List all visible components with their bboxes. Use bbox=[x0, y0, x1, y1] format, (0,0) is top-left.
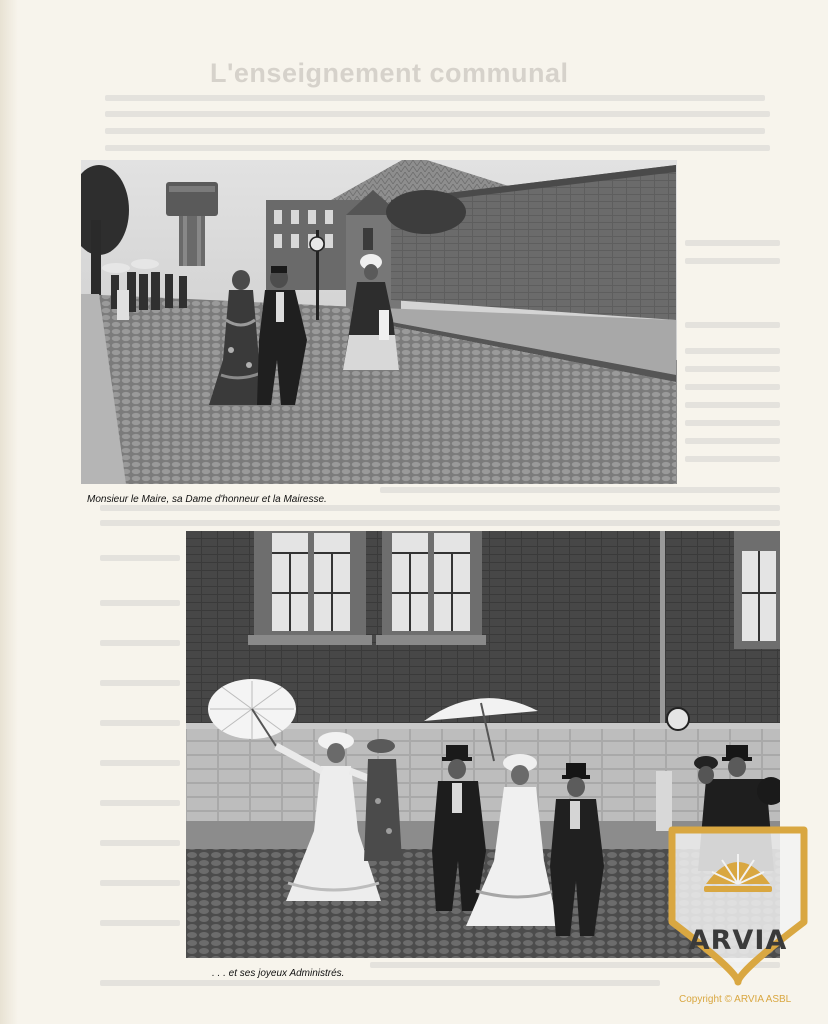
bleed-through-text-line bbox=[100, 505, 780, 511]
arvia-watermark-logo bbox=[660, 822, 816, 988]
watermark-logo-text: ARVIA bbox=[688, 925, 788, 956]
photo-caption-1: Monsieur le Maire, sa Dame d'honneur et la Mairesse. bbox=[87, 494, 327, 505]
bleed-through-text-line bbox=[685, 240, 780, 246]
bleed-through-text-line bbox=[105, 111, 770, 117]
copyright-notice: Copyright © ARVIA ASBL bbox=[679, 994, 792, 1005]
bleed-through-text-line bbox=[105, 145, 770, 151]
bleed-through-text-line bbox=[100, 920, 180, 926]
bleed-through-title: L'enseignement communal bbox=[210, 58, 569, 88]
bleed-through-text-line bbox=[100, 840, 180, 846]
bleed-through-text-line bbox=[105, 128, 765, 134]
bleed-through-text-line bbox=[100, 680, 180, 686]
shield-icon bbox=[660, 822, 816, 988]
bleed-through-text-line bbox=[685, 402, 780, 408]
bleed-through-text-line bbox=[100, 720, 180, 726]
bleed-through-text-line bbox=[685, 438, 780, 444]
bleed-through-text-line bbox=[100, 520, 780, 526]
street-procession-photo bbox=[81, 160, 677, 484]
photo-caption-2: . . . et ses joyeux Administrés. bbox=[212, 968, 345, 979]
bleed-through-text-line bbox=[100, 760, 180, 766]
bleed-through-text-line bbox=[685, 456, 780, 462]
bleed-through-text-line bbox=[100, 800, 180, 806]
bleed-through-text-line bbox=[100, 640, 180, 646]
bleed-through-text-line bbox=[105, 95, 765, 101]
bleed-through-text-line bbox=[685, 258, 780, 264]
bleed-through-text-line bbox=[100, 600, 180, 606]
bleed-through-text-line bbox=[685, 366, 780, 372]
bleed-through-text-line bbox=[685, 420, 780, 426]
bleed-through-text-line bbox=[380, 487, 780, 493]
bleed-through-text-line bbox=[685, 348, 780, 354]
bleed-through-text-line bbox=[100, 880, 180, 886]
bleed-through-text-line bbox=[100, 555, 180, 561]
bleed-through-text-line bbox=[685, 384, 780, 390]
bleed-through-text-line bbox=[685, 322, 780, 328]
bleed-through-text-line bbox=[100, 980, 660, 986]
